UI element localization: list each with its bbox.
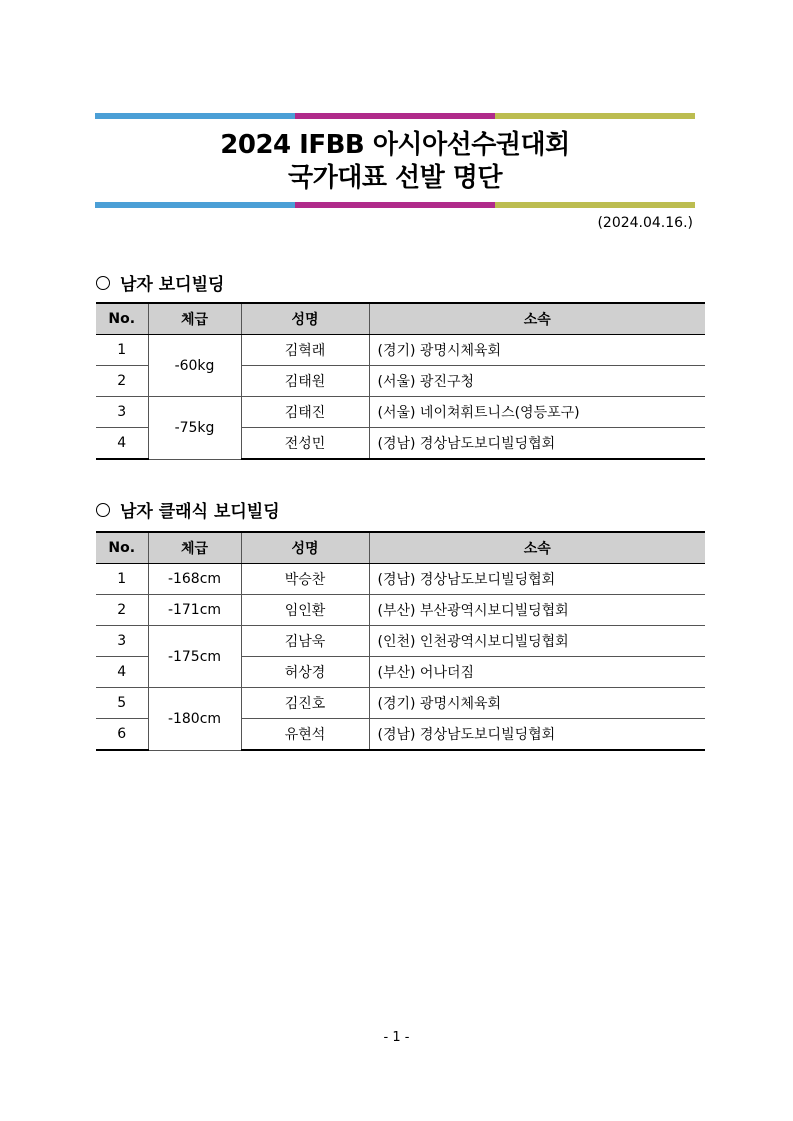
table-row	[96, 626, 705, 657]
cell-name: 허상경	[241, 657, 369, 688]
table-row	[96, 688, 705, 719]
cell-weight: -60kg	[148, 335, 241, 397]
section-title-text: 남자 보디빌딩	[120, 275, 225, 295]
cell-name: 김태진	[241, 397, 369, 428]
cell-affiliation: (경기) 광명시체육회	[369, 688, 705, 719]
bar-magenta	[295, 202, 495, 208]
cell-weight: -175cm	[148, 626, 241, 688]
cell-affiliation: (서울) 광진구청	[369, 366, 705, 397]
cell-weight: -168cm	[148, 564, 241, 595]
cell-name: 김태원	[241, 366, 369, 397]
cell-name: 박승찬	[241, 564, 369, 595]
bar-olive	[495, 113, 695, 119]
section-title-text: 남자 클래식 보디빌딩	[120, 502, 280, 522]
section-title-classic-bodybuilding	[96, 497, 280, 522]
cell-affiliation: (경남) 경상남도보디빌딩협회	[369, 719, 705, 751]
cell-name: 전성민	[241, 428, 369, 460]
cell-no: 3	[96, 397, 148, 428]
table-row	[96, 564, 705, 595]
title-line-2: 국가대표 선발 명단	[287, 163, 503, 193]
cell-affiliation: (경기) 광명시체육회	[369, 335, 705, 366]
bar-blue	[95, 113, 295, 119]
cell-weight: -171cm	[148, 595, 241, 626]
cell-no: 1	[96, 335, 148, 366]
header-weight: 체급	[148, 532, 241, 564]
cell-name: 유현석	[241, 719, 369, 751]
header-weight: 체급	[148, 303, 241, 335]
header-affiliation: 소속	[369, 532, 705, 564]
header-affiliation: 소속	[369, 303, 705, 335]
cell-no: 1	[96, 564, 148, 595]
circle-icon	[96, 503, 110, 517]
table-row	[96, 595, 705, 626]
cell-no: 4	[96, 428, 148, 460]
bar-magenta	[295, 113, 495, 119]
cell-weight: -75kg	[148, 397, 241, 460]
cell-affiliation: (경남) 경상남도보디빌딩협회	[369, 564, 705, 595]
section-title-bodybuilding	[96, 270, 224, 295]
cell-name: 김진호	[241, 688, 369, 719]
bodybuilding-table	[96, 302, 705, 460]
cell-no: 2	[96, 595, 148, 626]
classic-bodybuilding-table	[96, 531, 705, 751]
header-no: No.	[96, 303, 148, 335]
bar-olive	[495, 202, 695, 208]
cell-affiliation: (서울) 네이쳐휘트니스(영등포구)	[369, 397, 705, 428]
cell-no: 4	[96, 657, 148, 688]
header-name: 성명	[241, 303, 369, 335]
table-row	[96, 397, 705, 428]
circle-icon	[96, 276, 110, 290]
table-header-row	[96, 532, 705, 564]
table-header-row	[96, 303, 705, 335]
bar-blue	[95, 202, 295, 208]
cell-weight: -180cm	[148, 688, 241, 751]
cell-name: 김혁래	[241, 335, 369, 366]
cell-affiliation: (부산) 부산광역시보디빌딩협회	[369, 595, 705, 626]
table-row	[96, 335, 705, 366]
cell-affiliation: (경남) 경상남도보디빌딩협회	[369, 428, 705, 460]
document-date: (2024.04.16.)	[597, 215, 693, 231]
cell-affiliation: (인천) 인천광역시보디빌딩협회	[369, 626, 705, 657]
page-number: - 1 -	[383, 1030, 410, 1045]
cell-no: 2	[96, 366, 148, 397]
header-no: No.	[96, 532, 148, 564]
cell-name: 김남욱	[241, 626, 369, 657]
bottom-color-bar	[95, 202, 695, 208]
cell-affiliation: (부산) 어나더짐	[369, 657, 705, 688]
cell-no: 5	[96, 688, 148, 719]
title-line-1: 2024 IFBB 아시아선수권대회	[220, 130, 570, 160]
header-name: 성명	[241, 532, 369, 564]
top-color-bar	[95, 113, 695, 119]
cell-no: 6	[96, 719, 148, 751]
cell-name: 임인환	[241, 595, 369, 626]
cell-no: 3	[96, 626, 148, 657]
